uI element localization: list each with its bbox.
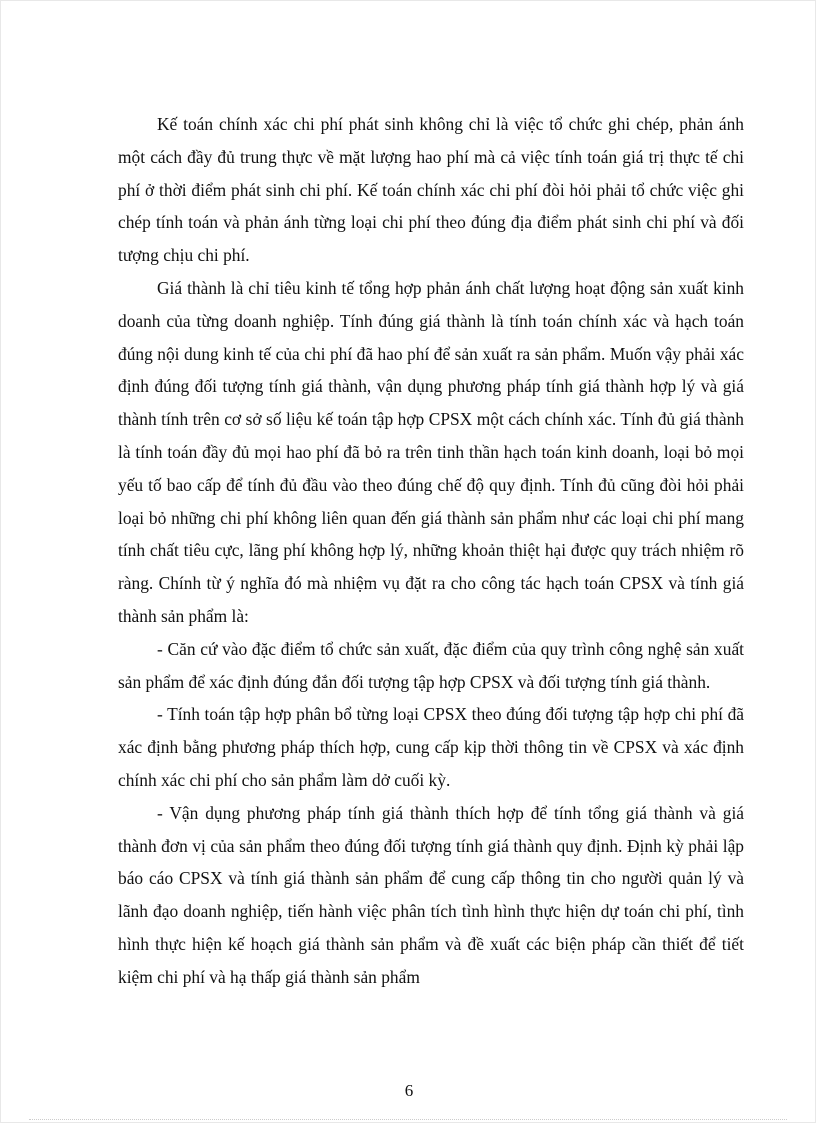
page-number: 6 <box>404 1081 414 1100</box>
paragraph-task-determine-objects: - Căn cứ vào đặc điểm tổ chức sản xuất, đặc điểm của quy trình công nghệ sản xuất sản phẩm để xác định đúng đắn đối tượng tập hợp CPSX và đối tượng tính giá thành. <box>118 638 744 692</box>
footer-divider <box>29 1119 787 1120</box>
body-text <box>118 108 744 994</box>
paragraph-product-cost: Giá thành là chỉ tiêu kinh tế tổng hợp phản ánh chất lượng hoạt động sản xuất kinh doanh của từng doanh nghiệp. Tính đúng giá thành là tính toán chính xác và hạch toán đúng nội dung kinh tế của chi phí đã hao phí để sản xuất ra sản phẩm. Muốn vậy phải xác định đúng đối tượng tính giá thành, vận dụng phương pháp tính giá thành hợp lý và giá thành tính trên cơ sở số liệu kế toán tập hợp CPSX một cách chính xác. Tính đủ giá thành là tính toán đầy đủ mọi hao phí đã bỏ ra trên tinh thần hạch toán kinh doanh, loại bỏ mọi yếu tố bao cấp để tính đủ đầu vào theo đúng chế độ quy định. Tính đủ cũng đòi hỏi phải loại bỏ những chi phí không liên quan đến giá thành sản phẩm như các loại chi phí mang tính chất tiêu cực, lãng phí không hợp lý, những khoản thiệt hại được quy trách nhiệm rõ ràng. Chính từ ý nghĩa đó mà nhiệm vụ đặt ra cho công tác hạch toán CPSX và tính giá thành sản phẩm là: <box>118 277 744 626</box>
paragraph-task-allocate-costs: - Tính toán tập hợp phân bổ từng loại CPSX theo đúng đối tượng tập hợp chi phí đã xác định bằng phương pháp thích hợp, cung cấp kịp thời thông tin về CPSX và xác định chính xác chi phí cho sản phẩm làm dở cuối kỳ. <box>118 704 744 790</box>
paragraph-task-apply-method: - Vận dụng phương pháp tính giá thành thích hợp để tính tổng giá thành và giá thành đơn vị của sản phẩm theo đúng đối tượng tính giá thành quy định. Định kỳ phải lập báo cáo CPSX và tính giá thành sản phẩm để cung cấp thông tin cho người quản lý và lãnh đạo doanh nghiệp, tiến hành việc phân tích tình hình thực hiện dự toán chi phí, tình hình thực hiện kế hoạch giá thành sản phẩm và đề xuất các biện pháp cần thiết để tiết kiệm chi phí và hạ thấp giá thành sản phẩm <box>118 802 744 987</box>
paragraph-accurate-cost-accounting: Kế toán chính xác chi phí phát sinh không chỉ là việc tổ chức ghi chép, phản ánh một cách đầy đủ trung thực về mặt lượng hao phí mà cả việc tính toán giá trị thực tế chi phí ở thời điểm phát sinh chi phí. Kế toán chính xác chi phí đòi hỏi phải tổ chức việc ghi chép tính toán và phản ánh từng loại chi phí theo đúng địa điểm phát sinh chi phí và đối tượng chịu chi phí. <box>118 114 744 266</box>
